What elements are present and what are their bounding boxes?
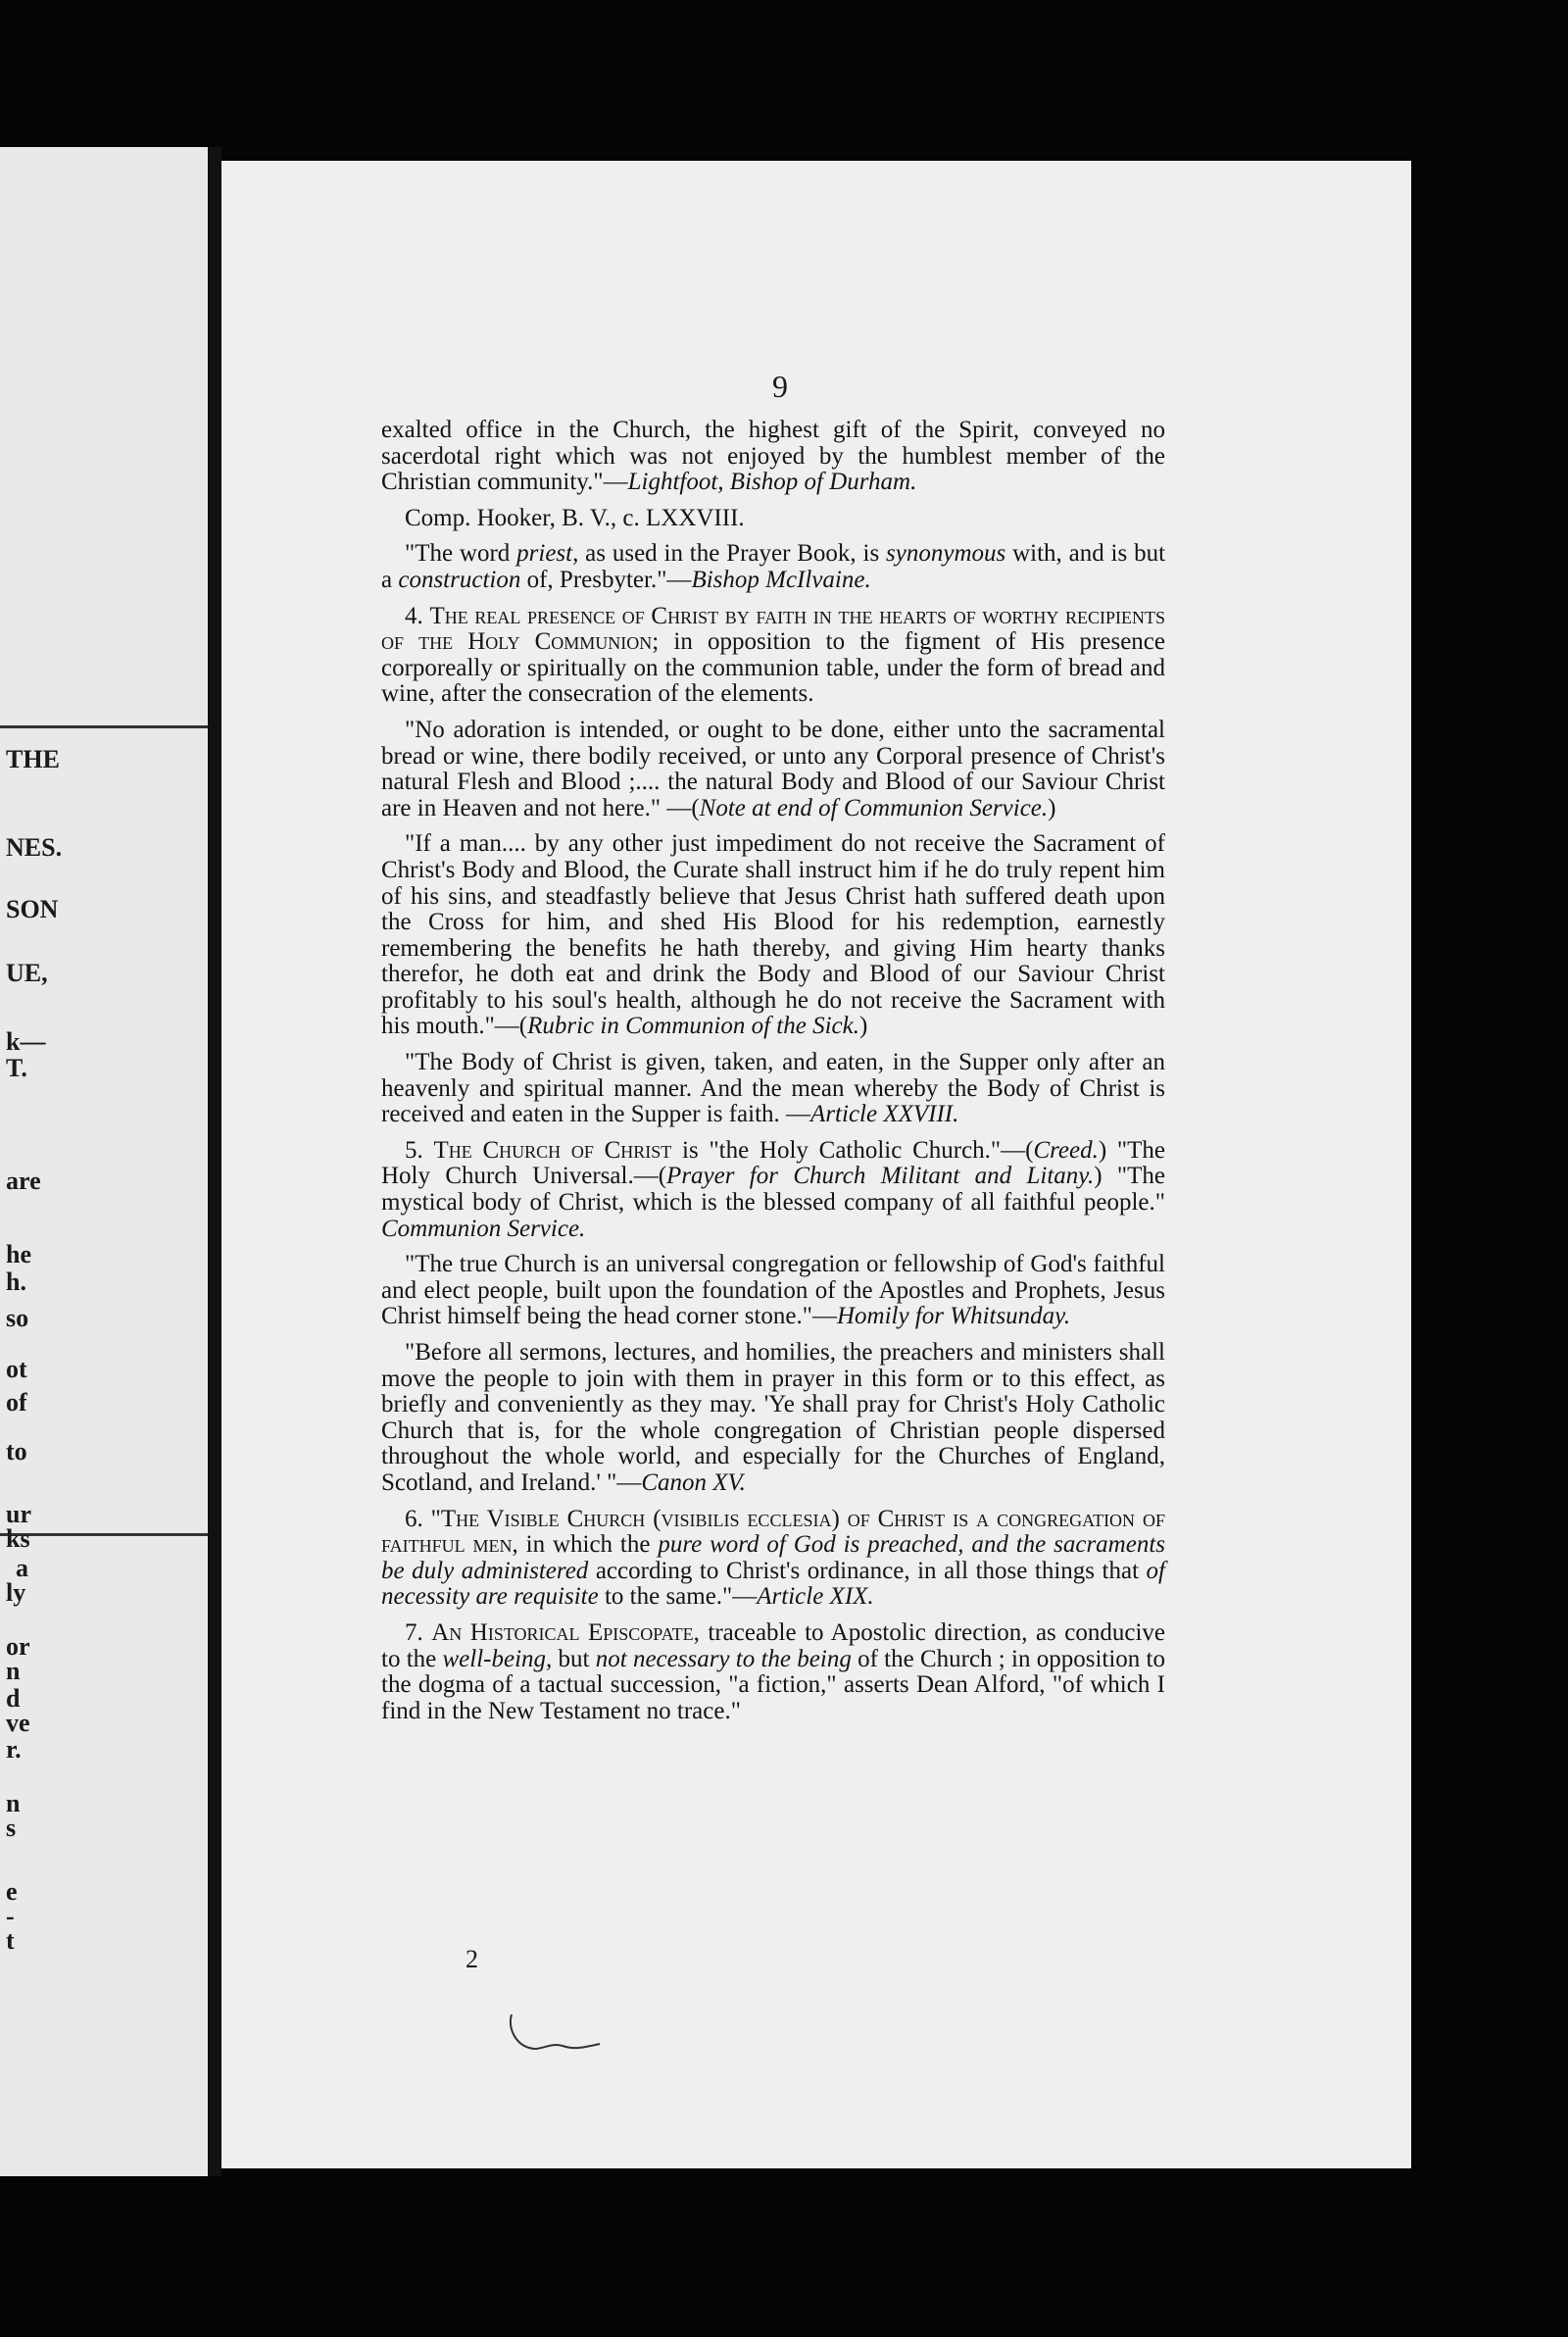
- text-run: ): [1048, 794, 1056, 821]
- text-run: ) "The Holy Church Universal.—(: [381, 1136, 1165, 1190]
- text-run: pure word of God is preached, and the sacraments be duly administered: [381, 1531, 1165, 1584]
- left-page-fragment: ve: [6, 1709, 30, 1737]
- paragraph: [381, 1138, 1165, 1242]
- paragraph: [381, 831, 1165, 1040]
- text-run: The Church of Christ: [433, 1136, 672, 1164]
- left-page-fragment: -: [6, 1902, 15, 1930]
- left-page-fragment: ks: [6, 1524, 30, 1553]
- text-run: but: [552, 1645, 596, 1672]
- text-run: ; in opposition to the figment of His presence corporeally or spiritually on the communion table, under the form of bread and wine, after the consecration of the elements.: [381, 628, 1165, 708]
- left-page-fragment: of: [6, 1388, 27, 1417]
- text-run: ): [858, 1013, 868, 1040]
- left-page-fragment: he: [6, 1240, 31, 1268]
- text-run: exalted office in the Church, the highest gift of the Spirit, conveyed no sacerdotal right which was not enjoyed by the humblest member of the Christian community."—: [381, 417, 1165, 496]
- left-page-fragment: t: [6, 1926, 15, 1955]
- text-run: of necessity are requisite: [381, 1557, 1165, 1611]
- left-page-fragment: k—: [6, 1027, 46, 1056]
- text-run: An Historical Episcopate,: [431, 1618, 700, 1646]
- text-run: "The word: [405, 540, 517, 568]
- left-page-fragment: are: [6, 1167, 41, 1195]
- text-run: Creed.: [1033, 1136, 1099, 1164]
- paragraph: [381, 1050, 1165, 1128]
- paragraph: [381, 718, 1165, 821]
- main-page: [221, 161, 1411, 2168]
- text-run: 5.: [405, 1136, 434, 1164]
- text-run: priest,: [516, 540, 579, 568]
- paragraph: [381, 506, 1165, 532]
- left-page-fragment: e: [6, 1877, 18, 1906]
- text-run: Article XIX.: [757, 1583, 874, 1611]
- paragraph: [381, 1340, 1165, 1497]
- text-run: "The true Church is an universal congregation or fellowship of God's faithful and elect people, built upon the foundation of the Apostles and Prophets, Jesus Christ himself being the head corner stone."—: [381, 1251, 1165, 1330]
- text-run: traceable to Apostolic direction, as conducive to the: [381, 1618, 1165, 1672]
- text-run: "No adoration is intended, or ought to be done, either unto the sacramental bread or wine, there bodily received, or unto any Corporal presence of Christ's natural Flesh and Blood ;.... the natural Body and Blood of our Saviour Christ are in Heaven and not here." —(: [381, 716, 1165, 821]
- left-page-fragment: d: [6, 1684, 21, 1713]
- text-run: "If a man.... by any other just impediment do not receive the Sacrament of Christ's Body and Blood, the Curate shall instruct him if he do truly repent him of his sins, and steadfastly believe that Jesus Christ hath suffered death upon the Cross for him, and shed His Blood for his redemption, earnestly remembering the benefits he hath thereby, and giving Him hearty thanks therefor, he doth eat and drink the Body and Blood of our Saviour Christ profitably to his soul's health, although he do not receive the Sacrament with his mouth."—(: [381, 830, 1165, 1040]
- divider: [0, 1533, 208, 1536]
- text-run: The real presence of Christ by faith in the hearts of worthy recipients of the Holy Communion: [381, 602, 1166, 656]
- left-page-edge: [0, 147, 208, 2176]
- left-page-fragment: h.: [6, 1268, 26, 1296]
- text-run: 7.: [405, 1618, 432, 1646]
- left-page-fragment: n: [6, 1789, 21, 1817]
- text-run: 4.: [405, 602, 430, 629]
- text-run: Communion Service.: [381, 1215, 586, 1242]
- text-run: Comp. Hooker, B. V., c. LXXVIII.: [405, 504, 745, 531]
- left-page-fragment: ly: [6, 1578, 26, 1607]
- text-run: Rubric in Communion of the Sick.: [527, 1013, 859, 1040]
- paragraph: [381, 1507, 1165, 1611]
- text-run: synonymous: [886, 540, 1006, 568]
- page-number: 9: [772, 369, 788, 404]
- text-run: "The Body of Christ is given, taken, and eaten, in the Supper only after an heavenly and spiritual manner. And the mean whereby the Body of Christ is received and eaten in the Supper is faith. —: [381, 1049, 1165, 1128]
- divider: [0, 725, 208, 728]
- pencil-scribble-icon: [506, 2009, 623, 2067]
- text-run: to the same."—: [598, 1583, 758, 1611]
- text-run: of the Church ; in opposition to the dogma of a tactual succession, "a fiction," asserts Dean Alford, "of which I find in the New Testament no trace.": [381, 1645, 1165, 1724]
- text-run: Lightfoot, Bishop of Durham.: [627, 469, 917, 496]
- text-run: Prayer for Church Militant and Litany.: [666, 1163, 1095, 1190]
- left-page-fragment: a: [16, 1554, 28, 1582]
- left-page-fragment: ot: [6, 1355, 27, 1383]
- text-run: "Before all sermons, lectures, and homilies, the preachers and ministers shall move the people to join with them in prayer in this form or to this effect, as briefly and conveniently as they may. 'Ye shall pray for Christ's Holy Catholic Church that is, for the whole congregation of Christian people dispersed throughout the whole world, and especially for the Churches of England, Scotland, and Ireland.' "—: [381, 1339, 1165, 1496]
- text-run: 6. ": [405, 1505, 441, 1532]
- text-run: in which the: [517, 1531, 659, 1559]
- left-page-fragment: to: [6, 1437, 27, 1466]
- text-run: Article XXVIII.: [810, 1101, 959, 1128]
- left-page-fragment: THE: [6, 745, 60, 773]
- text-run: according to Christ's ordinance, in all those things that: [588, 1557, 1147, 1584]
- text-run: of, Presbyter."—: [520, 566, 692, 593]
- text-run: ) "The mystical body of Christ, which is the blessed company of all faithful people.": [381, 1163, 1165, 1217]
- signature-mark: 2: [466, 1945, 478, 1973]
- left-page-fragment: or: [6, 1632, 30, 1661]
- text-run: not necessary to the being: [595, 1645, 852, 1672]
- body-text: [381, 418, 1165, 1734]
- paragraph: [381, 604, 1165, 708]
- paragraph: [381, 418, 1165, 496]
- paragraph: [381, 541, 1165, 593]
- text-run: construction: [398, 566, 521, 593]
- text-run: Bishop McIlvaine.: [691, 566, 871, 593]
- paragraph: [381, 1620, 1165, 1724]
- text-run: Note at end of Communion Service.: [699, 794, 1049, 821]
- text-run: Homily for Whitsunday.: [836, 1303, 1071, 1330]
- text-run: Canon XV.: [641, 1468, 746, 1496]
- text-run: The Visible Church (visibilis ecclesia) of Christ is a congregation of faithful men,: [381, 1505, 1165, 1559]
- left-page-fragment: s: [6, 1814, 17, 1842]
- left-page-fragment: SON: [6, 895, 59, 923]
- book-gutter: [208, 147, 221, 2176]
- left-page-fragment: UE,: [6, 959, 48, 987]
- left-page-fragment: T.: [6, 1054, 27, 1082]
- text-run: as used in the Prayer Book, is: [578, 540, 887, 568]
- left-page-fragment: so: [6, 1304, 29, 1332]
- text-run: with, and is but a: [381, 540, 1166, 593]
- text-run: is "the Holy Catholic Church."—(: [671, 1136, 1034, 1164]
- left-page-fragment: NES.: [6, 833, 63, 862]
- left-page-fragment: n: [6, 1657, 21, 1685]
- left-page-fragment: r.: [6, 1735, 22, 1764]
- paragraph: [381, 1252, 1165, 1330]
- left-page-fragment: ur: [6, 1500, 31, 1528]
- text-run: well-being,: [442, 1645, 553, 1672]
